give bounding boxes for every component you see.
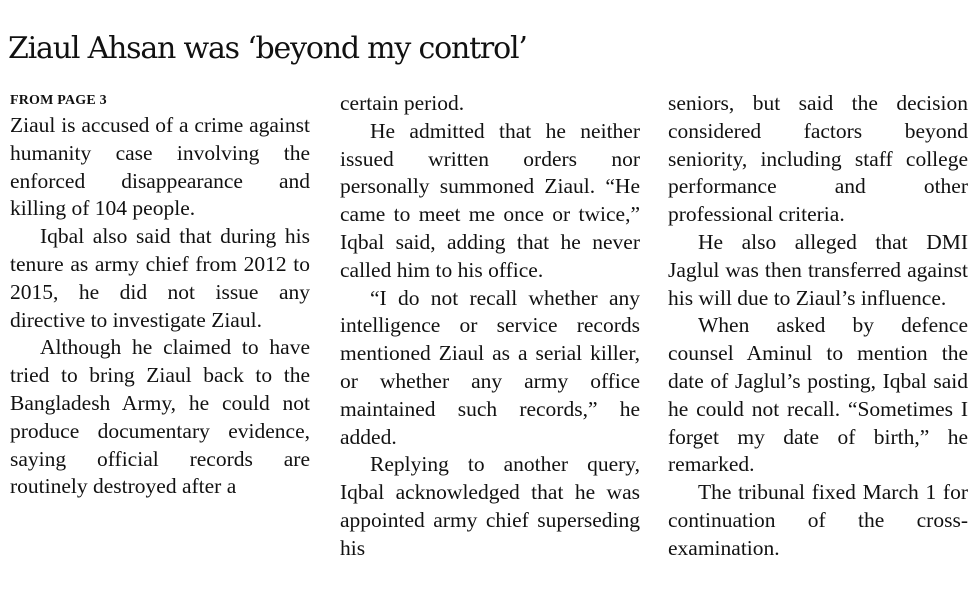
article-paragraph: When asked by defence counsel Aminul to mention the date of Jaglul’s posting, Iqbal said he could not recall. “Sometimes I forget my date of birth,” he remarked. [668,313,968,477]
article-paragraph: Although he claimed to have tried to bring Ziaul back to the Bangladesh Army, he could not produce documentary evidence, saying official records are routinely destroyed after a [10,335,310,499]
article-paragraph: “I do not recall whether any intelligence or service records mentioned Ziaul as a serial killer, or whether any army office maintained such records,” he added. [340,285,640,449]
article-paragraph: He also alleged that DMI Jaglul was then transferred against his will due to Ziaul’s influence. [668,229,968,310]
article-paragraph: seniors, but said the decision considered factors beyond seniority, including staff college performance and other professional criteria. [668,91,968,227]
article-column-1 [10,90,310,600]
article-paragraph: He admitted that he neither issued written orders nor personally summoned Ziaul. “He came to meet me once or twice,” Iqbal said, adding that he never called him to his office. [340,118,640,282]
continuation-kicker: FROM PAGE 3 [10,93,107,108]
article-paragraph: Replying to another query, Iqbal acknowledged that he was appointed army chief superseding his [340,452,640,560]
article-column-3 [668,90,968,600]
article-paragraph: certain period. [340,91,465,115]
headline: Ziaul Ahsan was ‘beyond my control’ [8,31,527,66]
article-column-2 [340,90,640,600]
article-paragraph: Iqbal also said that during his tenure as army chief from 2012 to 2015, he did not issue any directive to investigate Ziaul. [10,224,310,332]
article-body [10,90,970,600]
article-paragraph: Ziaul is accused of a crime against humanity case involving the enforced disappearance and killing of 104 people. [10,113,310,221]
article-paragraph: The tribunal fixed March 1 for continuation of the cross-examination. [668,480,968,560]
